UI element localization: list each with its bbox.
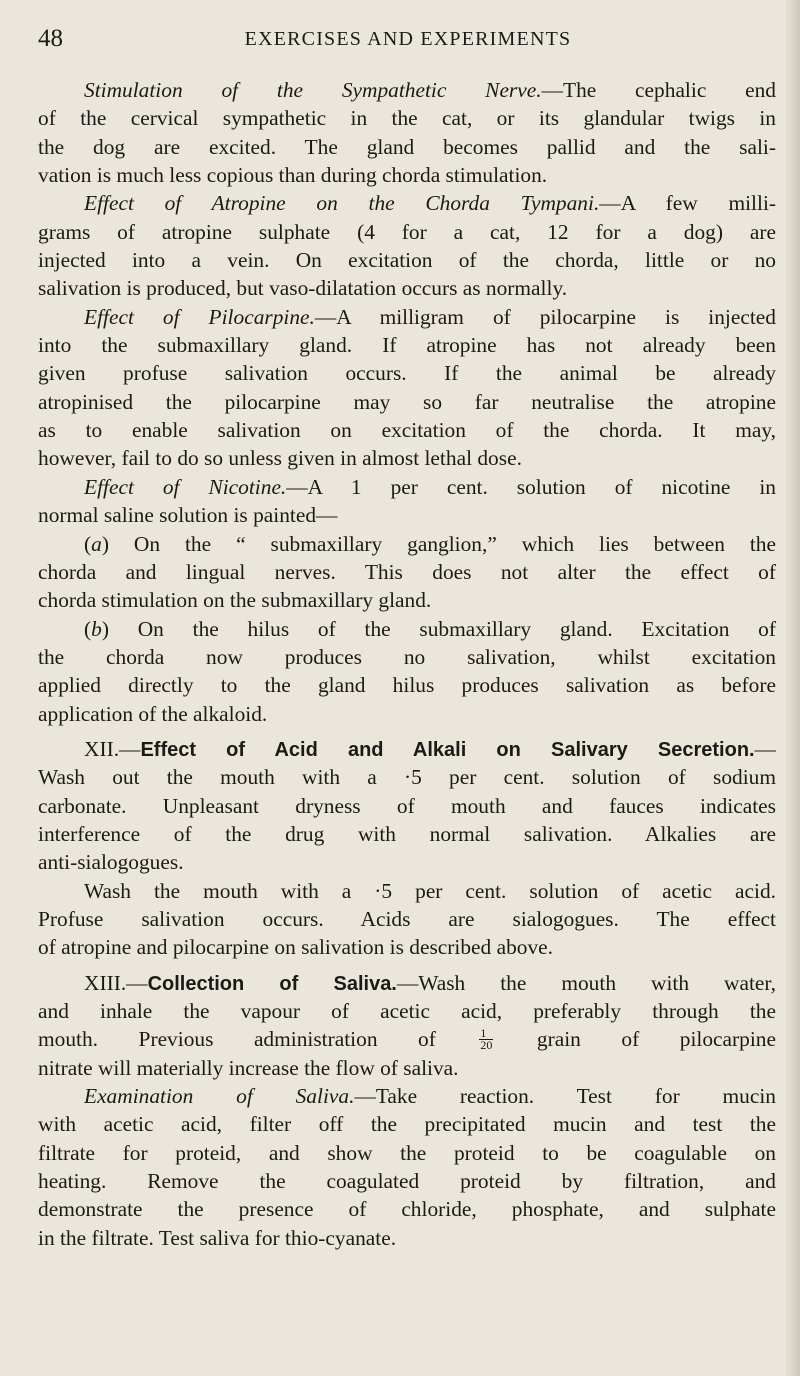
paragraph-examination — [38, 1082, 776, 1252]
body-text — [38, 76, 776, 1252]
text-line: demonstrate the presence of chloride, phosphate, and sulphate — [38, 1197, 776, 1222]
text-line: application of the alkaloid. — [38, 701, 268, 726]
text-line: however, fail to do so unless given in almost lethal dose. — [38, 446, 522, 471]
text-line: XIII.—Collection of Saliva.—Wash the mouth with water, — [84, 970, 776, 995]
text-line: chorda and lingual nerves. This does not alter the effect of — [38, 559, 776, 584]
text-line: mouth. Previous administration of $\frac{1}{20}$ grain of pilocarpine — [38, 1025, 776, 1052]
section-number: XIII.— — [84, 970, 148, 995]
text-line: heating. Remove the coagulated proteid by filtration, and — [38, 1169, 776, 1194]
text-line: Profuse salivation occurs. Acids are sialogogues. The effect — [38, 906, 776, 931]
paragraph-sympathetic-nerve — [38, 76, 776, 189]
text-line: XII.—Effect of Acid and Alkali on Salivary Secretion.— — [84, 736, 776, 761]
section-heading: Examination of Saliva. — [84, 1084, 355, 1109]
text-line: the dog are excited. The gland becomes pallid and the sali- — [38, 134, 776, 159]
paragraph-item-a — [38, 530, 776, 615]
section-number: XII.— — [84, 736, 141, 761]
text-line: Effect of Pilocarpine.—A milligram of pilocarpine is injected — [84, 304, 776, 329]
section-heading: Effect of Pilocarpine. — [84, 304, 315, 329]
text-line: and inhale the vapour of acetic acid, preferably through the — [38, 999, 776, 1023]
running-head: EXERCISES AND EXPERIMENTS — [244, 28, 572, 50]
text-line: carbonate. Unpleasant dryness of mouth and fauces indicates — [38, 793, 776, 818]
text-line: applied directly to the gland hilus produces salivation as before — [38, 673, 776, 698]
section-xiii — [38, 969, 776, 1082]
text-line: nitrate will materially increase the flow of saliva. — [38, 1055, 459, 1080]
text-line: grams of atropine sulphate (4 for a cat, 12 for a dog) are — [38, 219, 776, 244]
text-line: into the submaxillary gland. If atropine has not already been — [38, 333, 776, 358]
text-line: atropinised the pilocarpine may so far neutralise the atropine — [38, 389, 776, 414]
page-number: 48 — [38, 25, 63, 52]
text-line: Effect of Atropine on the Chorda Tympani.—A few milli- — [84, 191, 776, 216]
paragraph-item-b — [38, 615, 776, 728]
paragraph-pilocarpine — [38, 303, 776, 473]
paragraph-acetic-acid — [38, 877, 776, 962]
page-header — [38, 22, 778, 56]
text-line: Examination of Saliva.—Take reaction. Test for mucin — [84, 1084, 776, 1109]
text-line: injected into a vein. On excitation of the chorda, little or no — [38, 248, 776, 273]
text-line: as to enable salivation on excitation of the chorda. It may, — [38, 418, 776, 443]
text-line: with acetic acid, filter off the precipitated mucin and test the — [38, 1112, 776, 1137]
text-line: given profuse salivation occurs. If the animal be already — [38, 361, 776, 386]
text-line: chorda stimulation on the submaxillary gland. — [38, 588, 432, 613]
text-line: (a) On the “ submaxillary ganglion,” which lies between the — [84, 531, 776, 556]
text-line: filtrate for proteid, and show the proteid to be coagulable on — [38, 1140, 776, 1165]
text-line: Effect of Nicotine.—A 1 per cent. solution of nicotine in — [84, 474, 776, 499]
paragraph-nicotine — [38, 473, 776, 530]
page-edge-shadow — [786, 0, 800, 1376]
text-line: of atropine and pilocarpine on salivation is described above. — [38, 935, 553, 960]
text-line: of the cervical sympathetic in the cat, or its glandular twigs in — [38, 106, 776, 131]
text-line: anti-sialogogues. — [38, 850, 184, 875]
text-line: salivation is produced, but vaso-dilatation occurs as normally. — [38, 276, 568, 301]
section-heading: Effect of Nicotine. — [84, 474, 287, 499]
section-heading: Effect of Atropine on the Chorda Tympani. — [84, 191, 600, 216]
item-marker: b — [91, 616, 102, 641]
item-marker: a — [91, 531, 102, 556]
section-heading: Stimulation of the Sympathetic Nerve. — [84, 78, 542, 102]
section-heading: Effect of Acid and Alkali on Salivary Secretion. — [140, 738, 755, 761]
paragraph-atropine — [38, 189, 776, 302]
section-heading: Collection of Saliva. — [147, 972, 397, 995]
text-line: Stimulation of the Sympathetic Nerve.—The cephalic end — [84, 78, 776, 102]
text-line: interference of the drug with normal salivation. Alkalies are — [38, 821, 776, 846]
text-line: the chorda now produces no salivation, whilst excitation — [38, 644, 776, 669]
text-line: (b) On the hilus of the submaxillary gland. Excitation of — [84, 616, 776, 641]
text-line: Wash the mouth with a ·5 per cent. solution of acetic acid. — [84, 878, 776, 903]
text-line: Wash out the mouth with a ·5 per cent. solution of sodium — [38, 765, 776, 790]
fraction-one-twentieth: $\frac{1}{20}$ — [480, 1025, 493, 1052]
section-xii — [38, 735, 776, 877]
text-line: in the filtrate. Test saliva for thio-cyanate. — [38, 1225, 397, 1250]
text-line: vation is much less copious than during chorda stimulation. — [38, 163, 548, 188]
text-line: normal saline solution is painted— — [38, 503, 338, 528]
